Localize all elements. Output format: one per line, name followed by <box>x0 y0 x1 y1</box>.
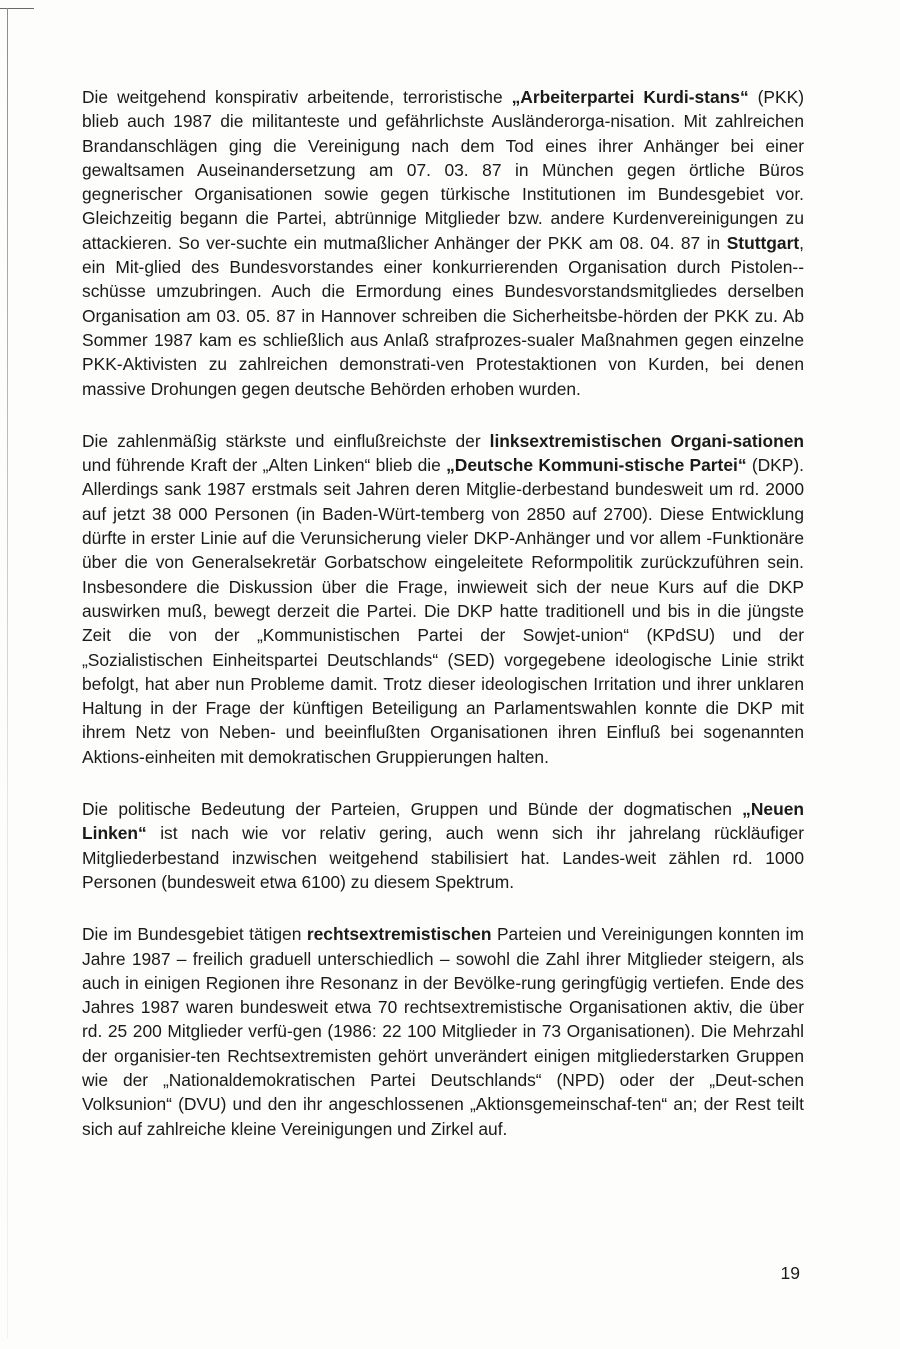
bold-term-linksextremistische-organisationen: linksextremistischen Organi-sationen <box>489 430 804 451</box>
scan-edge-line <box>0 8 34 9</box>
page-number: 19 <box>780 1263 800 1283</box>
text-run: (DKP). Allerdings sank 1987 erstmals seit Jahren deren Mitglie-derbestand bundesweit um rd. 2000 auf jetzt 38 000 Personen (in Baden-Würt-temberg von 2850 auf 2700). Diese Entwicklung dürfte in erster Linie auf die Verunsicherung vieler DKP-Anhänger und vor allem -Funktionäre über die von Generalsekretär Gorbatschow eingeleitete Reformpolitik zurückzuführen sein. Insbesondere die Diskussion über die Frage, inwieweit sich der neue Kurs auf die DKP auswirken muß, bewegt derzeit die Partei. Die DKP hatte traditionell und bis in die jüngste Zeit die von der „Kommunistischen Partei der Sowjet-union“ (KPdSU) und der „Sozialistischen Einheitspartei Deutschlands“ (SED) vorgegebene ideologische Linie strikt befolgt, hat aber nun Probleme damit. Trotz dieser ideologischen Irritation und ihrer unklaren Haltung in der Frage der künftigen Beteiligung an Parlamentswahlen konnte die DKP mit ihrem Netz von Neben- und beeinflußten Organisationen ihren Einfluß bei sogenannten Aktions-einheiten mit demokratischen Gruppierungen halten. <box>82 455 804 767</box>
text-run: Die im Bundesgebiet tätigen <box>82 924 307 945</box>
paragraph-neue-linke <box>82 797 804 894</box>
bold-term-neue-linke: „Neuen Linken“ <box>82 799 804 844</box>
text-run: Die zahlenmäßig stärkste und einflußreichste der <box>82 430 490 451</box>
bold-term-dkp: „Deutsche Kommuni-stische Partei“ <box>446 455 747 476</box>
text-run: Die politische Bedeutung der Parteien, Gruppen und Bünde der dogmatischen <box>82 799 743 820</box>
paragraph-pkk <box>82 85 804 401</box>
text-run: , ein Mit-glied des Bundesvorstandes einer konkurrierenden Organisation durch Pistolen-schüsse umzubringen. Auch die Ermordung eines Bundesvorstandsmitgliedes derselben Organisation am 03. 05. 87 in Hannover schreiben die Sicherheitsbe-hörden der PKK zu. Ab Sommer 1987 kam es schließlich aus Anlaß strafprozes-sualer Maßnahmen gegen einzelne PKK-Aktivisten zu zahlreichen demonstrati-ven Protestaktionen von Kurden, bei denen massive Drohungen gegen deutsche Behörden erhoben wurden. <box>82 232 804 399</box>
body-text <box>82 85 804 1169</box>
bold-term-rechtsextremistisch: rechtsextremistischen <box>306 924 492 945</box>
bold-term-stuttgart: Stuttgart <box>726 232 800 253</box>
text-run: (PKK) blieb auch 1987 die militanteste und gefährlichste Ausländerorga-nisation. Mit zahlreichen Brandanschlägen ging die Vereinigung nach dem Tod eines ihrer Anhänger bei einer gewaltsamen Auseinandersetzung am 07. 03. 87 in München gegen örtliche Büros gegnerischer Organisationen sowie gegen türkische Institutionen im Bundesgebiet vor. Gleichzeitig begann die Partei, abtrünnige Mitglieder bzw. andere Kurdenvereinigungen zu attackieren. So ver-suchte ein mutmaßlicher Anhänger der PKK am 08. 04. 87 in <box>82 87 804 253</box>
text-run: ist nach wie vor relativ gering, auch wenn sich ihr jahrelang rückläufiger Mitgliederbestand inzwischen weitgehend stabilisiert hat. Landes-weit zählen rd. 1000 Personen (bundesweit etwa 6100) zu diesem Spektrum. <box>82 823 804 892</box>
text-run: Die weitgehend konspirativ arbeitende, terroristische <box>82 87 512 107</box>
scan-edge-line-vertical <box>7 8 8 1338</box>
bold-term-arbeiterpartei-kurdistans: „Arbeiterpartei Kurdi-stans“ <box>511 87 749 107</box>
paragraph-rechtsextremismus <box>82 922 804 1141</box>
paragraph-dkp <box>82 429 804 769</box>
text-run: Parteien und Vereinigungen konnten im Jahre 1987 – freilich graduell unterschiedlich – sowohl die Zahl ihrer Mitglieder steigern, als auch in einigen Regionen ihre Resonanz in der Bevölke-rung geringfügig vertiefen. Ende des Jahres 1987 waren bundesweit etwa 70 rechtsextremistische Organisationen aktiv, die über rd. 25 200 Mitglieder verfü-gen (1986: 22 100 Mitglieder in 73 Organisationen). Die Mehrzahl der organisier-ten Rechtsextremisten gehört unverändert einigen mitgliederstarken Gruppen wie der „Nationaldemokratischen Partei Deutschlands“ (NPD) oder der „Deut-schen Volksunion“ (DVU) und den ihr angeschlossenen „Aktionsgemeinschaf-ten“ an; der Rest teilt sich auf zahlreiche kleine Vereinigungen und Zirkel auf. <box>82 924 804 1139</box>
text-run: und führende Kraft der „Alten Linken“ blieb die <box>82 455 447 476</box>
